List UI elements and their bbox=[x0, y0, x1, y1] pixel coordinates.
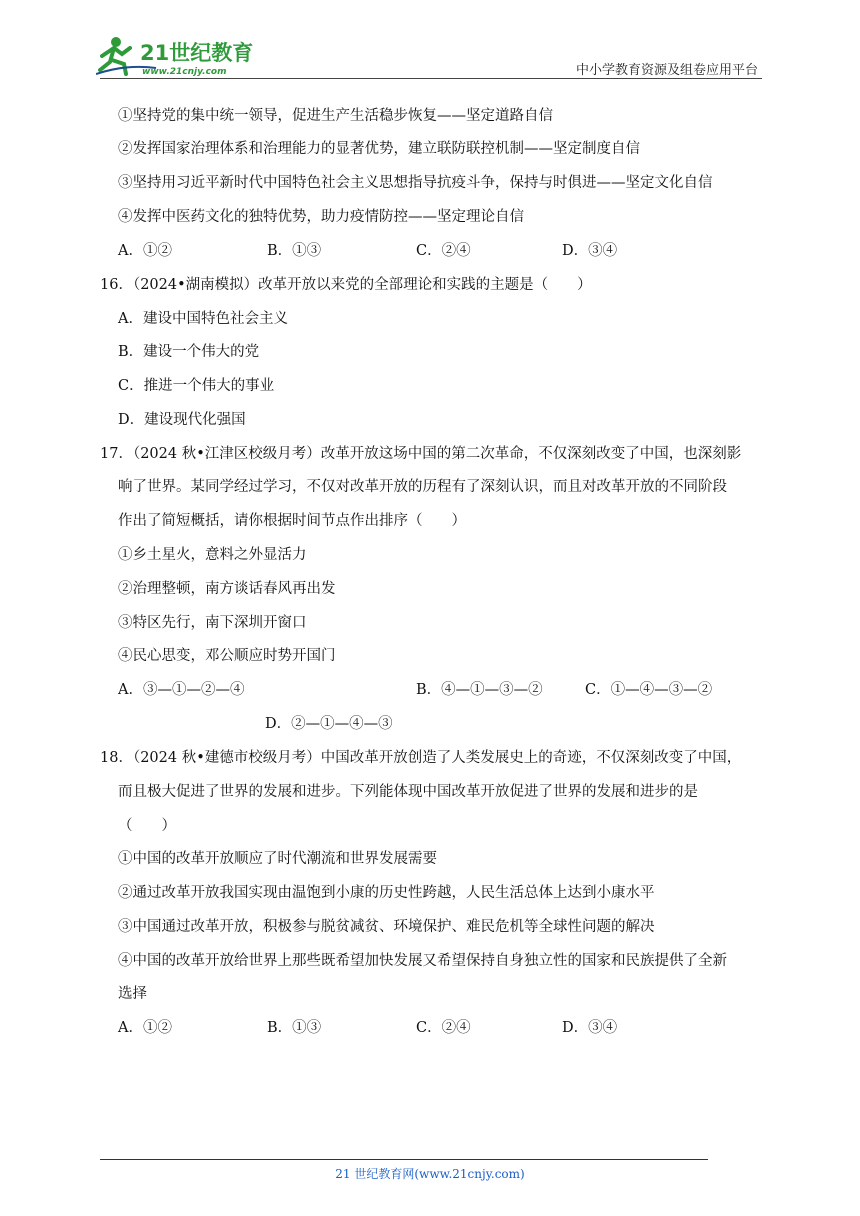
q16-option-c: C．推进一个伟大的事业 bbox=[118, 378, 275, 394]
footer-divider bbox=[100, 1159, 708, 1160]
q17-option-a: A．③—①—②—④ bbox=[118, 682, 245, 698]
q17-item-1: ①乡土星火，意料之外显活力 bbox=[118, 547, 307, 563]
q18-option-b: B．①③ bbox=[267, 1020, 322, 1036]
q15-item-3: ③坚持用习近平新时代中国特色社会主义思想指导抗疫斗争，保持与时俱进——坚定文化自信 bbox=[118, 175, 713, 191]
q18-option-d: D．③④ bbox=[562, 1020, 618, 1036]
q15-option-a: A．①② bbox=[118, 243, 172, 259]
q18-item-2: ②通过改革开放我国实现由温饱到小康的历史性跨越，人民生活总体上达到小康水平 bbox=[118, 885, 655, 901]
q18-option-a: A．①② bbox=[118, 1020, 172, 1036]
q18-item-4: ④中国的改革开放给世界上那些既希望加快发展又希望保持自身独立性的国家和民族提供了全新 bbox=[118, 953, 727, 969]
q15-option-c: C．②④ bbox=[416, 243, 471, 259]
q16-option-b: B．建设一个伟大的党 bbox=[118, 344, 260, 360]
svg-text:21世纪教育: 21世纪教育 bbox=[140, 41, 254, 65]
q18-option-c: C．②④ bbox=[416, 1020, 471, 1036]
q17-stem-line-1: 17．（2024 秋•江津区校级月考）改革开放这场中国的第二次革命，不仅深刻改变了中国，也深刻影 bbox=[100, 446, 742, 462]
svg-text:www.21cnjy.com: www.21cnjy.com bbox=[142, 67, 227, 77]
q17-item-4: ④民心思变，邓公顺应时势开国门 bbox=[118, 648, 336, 664]
q17-stem-line-2: 响了世界。某同学经过学习，不仅对改革开放的历程有了深刻认识，而且对改革开放的不同阶段 bbox=[118, 479, 727, 495]
page-header bbox=[0, 0, 860, 82]
q18-stem-line-1: 18．（2024 秋•建德市校级月考）中国改革开放创造了人类发展史上的奇迹，不仅深刻改变了中国， bbox=[100, 750, 742, 766]
q15-item-1: ①坚持党的集中统一领导，促进生产生活稳步恢复——坚定道路自信 bbox=[118, 108, 553, 124]
q18-item-3: ③中国通过改革开放，积极参与脱贫减贫、环境保护、难民危机等全球性问题的解决 bbox=[118, 919, 655, 935]
q18-stem-line-3: （ ） bbox=[118, 818, 176, 834]
header-divider bbox=[100, 78, 762, 79]
q16-option-d: D．建设现代化强国 bbox=[118, 412, 246, 428]
q16-stem: 16．（2024•湖南模拟）改革开放以来党的全部理论和实践的主题是（ ） bbox=[100, 277, 592, 293]
q17-item-2: ②治理整顿，南方谈话春风再出发 bbox=[118, 581, 336, 597]
q15-item-2: ②发挥国家治理体系和治理能力的显著优势，建立联防联控机制——坚定制度自信 bbox=[118, 141, 640, 157]
q17-option-c: C．①—④—③—② bbox=[585, 682, 713, 698]
q17-option-d: D．②—①—④—③ bbox=[265, 716, 393, 732]
q15-option-b: B．①③ bbox=[267, 243, 322, 259]
q18-stem-line-2: 而且极大促进了世界的发展和进步。下列能体现中国改革开放促进了世界的发展和进步的是 bbox=[118, 784, 698, 800]
q18-item-4-continued: 选择 bbox=[118, 986, 147, 1002]
q17-option-b: B．④—①—③—② bbox=[416, 682, 543, 698]
q17-stem-line-3: 作出了简短概括，请你根据时间节点作出排序（ ） bbox=[118, 513, 466, 529]
q15-option-d: D．③④ bbox=[562, 243, 618, 259]
q17-item-3: ③特区先行，南下深圳开窗口 bbox=[118, 615, 307, 631]
logo-21cnjy bbox=[96, 34, 266, 78]
q16-option-a: A．建设中国特色社会主义 bbox=[118, 311, 288, 327]
footer-link[interactable]: 21 世纪教育网(www.21cnjy.com) bbox=[335, 1167, 525, 1181]
q15-item-4: ④发挥中医药文化的独特优势，助力疫情防控——坚定理论自信 bbox=[118, 209, 524, 225]
platform-label: 中小学教育资源及组卷应用平台 bbox=[575, 63, 758, 78]
q18-item-1: ①中国的改革开放顺应了时代潮流和世界发展需要 bbox=[118, 851, 437, 867]
